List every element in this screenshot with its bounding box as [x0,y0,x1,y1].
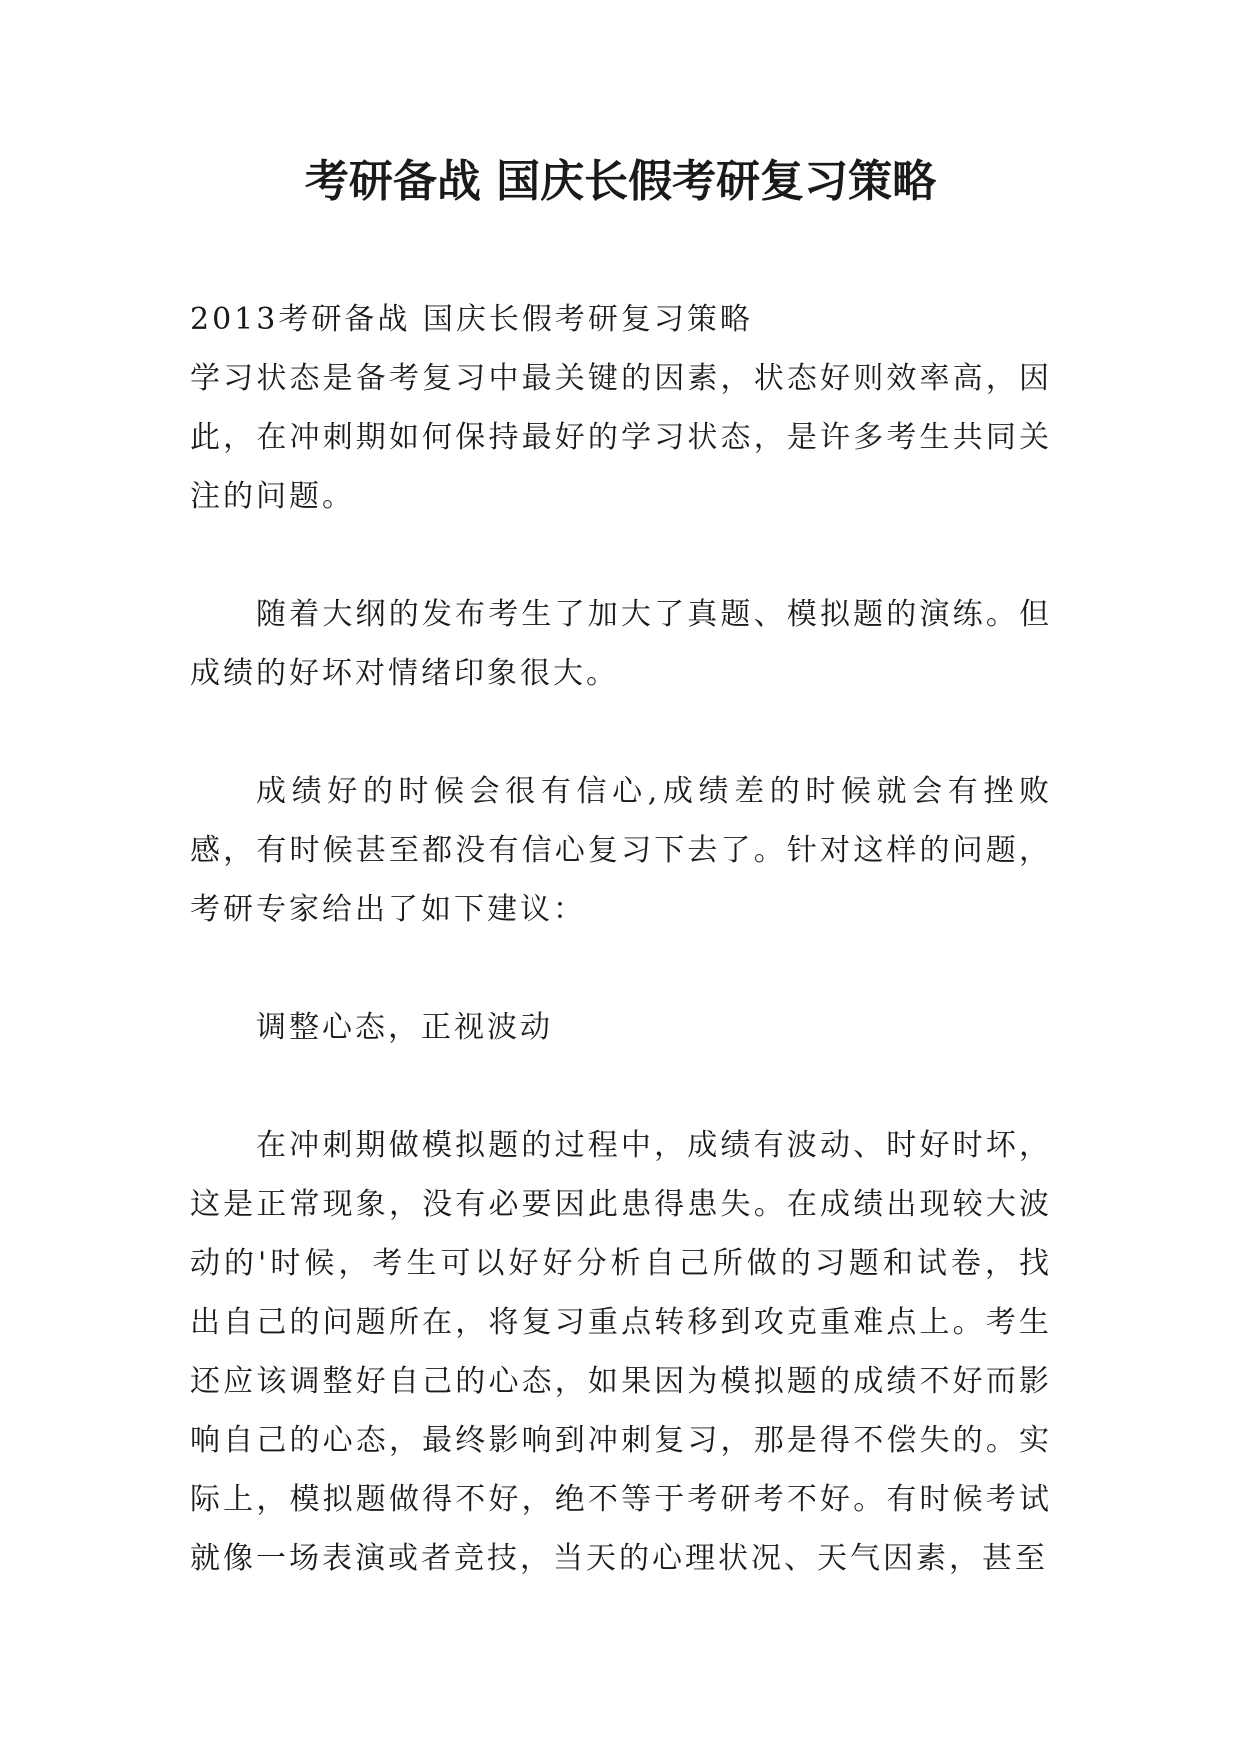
paragraph-intro: 学习状态是备考复习中最关键的因素，状态好则效率高，因此，在冲刺期如何保持最好的学习状态，是许多考生共同关注的问题。 [190,361,1052,514]
subtitle-line: 2013考研备战 国庆长假考研复习策略 [190,302,753,337]
document-body [190,290,1052,1588]
paragraph-confidence: 成绩好的时候会很有信心,成绩差的时候就会有挫败感，有时候甚至都没有信心复习下去了。针对这样的问题，考研专家给出了如下建议： [190,774,1052,927]
paragraph-advice: 在冲刺期做模拟题的过程中，成绩有波动、时好时坏，这是正常现象，没有必要因此患得患失。在成绩出现较大波动的'时候，考生可以好好分析自己所做的习题和试卷，找出自己的问题所在，将复习重点转移到攻克重难点上。考生还应该调整好自己的心态，如果因为模拟题的成绩不好而影响自己的心态，最终影响到冲刺复习，那是得不偿失的。实际上，模拟题做得不好，绝不等于考研考不好。有时候考试就像一场表演或者竞技，当天的心理状况、天气因素，甚至 [190,1128,1052,1576]
paragraph-syllabus: 随着大纲的发布考生了加大了真题、模拟题的演练。但成绩的好坏对情绪印象很大。 [190,597,1052,691]
section-heading: 调整心态，正视波动 [256,1010,553,1045]
document-title: 考研备战 国庆长假考研复习策略 [304,156,937,207]
